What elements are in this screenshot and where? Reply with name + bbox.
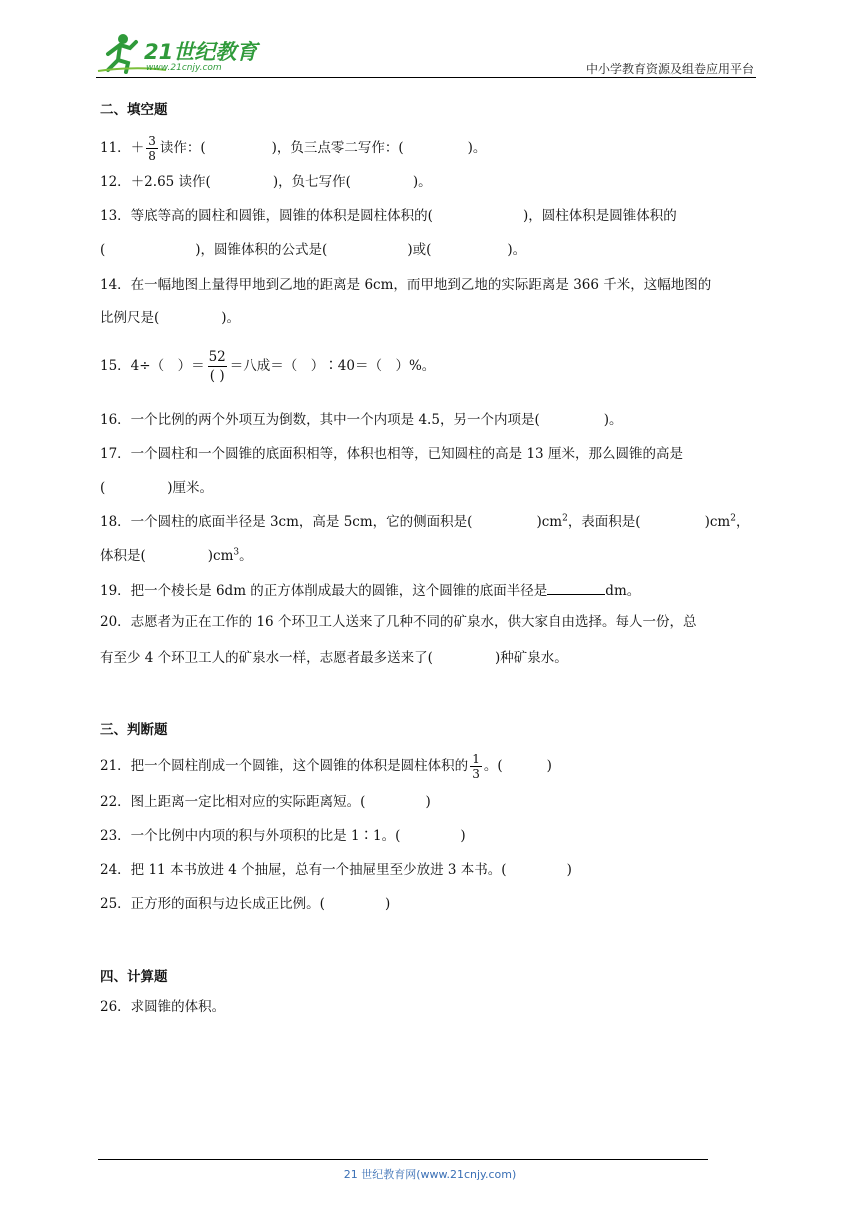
- section-title-fill-blank: 二、填空题: [100, 102, 168, 118]
- fraction-1-3: $\frac{1}{3}$: [472, 752, 480, 781]
- question-21: 21．把一个圆柱削成一个圆锥，这个圆锥的体积是圆柱体积的 $\frac{1}{3}$ 。( ): [100, 752, 552, 781]
- question-26: 26．求圆锥的体积。: [100, 999, 226, 1015]
- footer-text[interactable]: 21 世纪教育网(www.21cnjy.com): [343, 1168, 517, 1181]
- question-25: 25．正方形的面积与边长成正比例。( ): [100, 896, 391, 912]
- question-20-line-2: 有至少 4 个环卫工人的矿泉水一样，志愿者最多送来了( )种矿泉水。: [100, 650, 568, 666]
- question-17-line-1: 17．一个圆柱和一个圆锥的底面积相等，体积也相等，已知圆柱的高是 13 厘米，那么圆锥的高是: [100, 446, 683, 462]
- footer-divider: [98, 1159, 708, 1160]
- section-title-calculation: 四、计算题: [100, 969, 168, 985]
- question-14-line-2: 比例尺是( )。: [100, 310, 241, 326]
- section-title-true-false: 三、判断题: [100, 722, 168, 738]
- fraction-3-8: $\frac{3}{8}$: [148, 134, 156, 163]
- fraction-52-blank: $\frac{52}{( )}$: [208, 349, 226, 384]
- answer-underline[interactable]: [547, 580, 605, 595]
- question-13-line-1: 13．等底等高的圆柱和圆锥，圆锥的体积是圆柱体积的( )，圆柱体积是圆锥体积的: [100, 208, 677, 224]
- question-12: 12．＋2.65 读作( )，负七写作( )。: [100, 174, 432, 190]
- question-15: 15．4÷（ ）＝ $\frac{52}{( )}$ ＝八成＝（ ）∶40＝（ ）%。: [100, 349, 436, 384]
- question-19: 19．把一个棱长是 6dm 的正方体削成最大的圆锥，这个圆锥的底面半径是 dm。: [100, 580, 640, 601]
- question-20-line-1: 20．志愿者为正在工作的 16 个环卫工人送来了几种不同的矿泉水，供大家自由选择。每人一份，总: [100, 614, 697, 630]
- question-23: 23．一个比例中内项的积与外项积的比是 1∶1。( ): [100, 828, 466, 844]
- header-platform-text: 中小学教育资源及组卷应用平台: [585, 62, 754, 76]
- question-14-line-1: 14．在一幅地图上量得甲地到乙地的距离是 6cm，而甲地到乙地的实际距离是 366 千米，这幅地图的: [100, 277, 712, 293]
- question-18-line-1: 18．一个圆柱的底面半径是 3cm，高是 5cm，它的侧面积是( )$cm^2$，表面积是( )$cm^2$，: [100, 513, 750, 530]
- question-18-line-2: 体积是( )$cm^3$。: [100, 547, 253, 564]
- logo-url: www.21cnjy.com: [146, 63, 222, 73]
- question-13-line-2: ( )，圆锥体积的公式是( )或( )。: [100, 242, 527, 258]
- question-16: 16．一个比例的两个外项互为倒数，其中一个内项是 4.5，另一个内项是( )。: [100, 412, 623, 428]
- page-header: [96, 30, 756, 78]
- logo-text: 21世纪教育: [144, 40, 258, 64]
- question-24: 24．把 11 本书放进 4 个抽屉，总有一个抽屉里至少放进 3 本书。( ): [100, 862, 572, 878]
- header-divider: [96, 77, 756, 78]
- question-17-line-2: ( )厘米。: [100, 480, 214, 496]
- question-22: 22．图上距离一定比相对应的实际距离短。( ): [100, 794, 431, 810]
- question-11: 11．＋ $\frac{3}{8}$ 读作：( )，负三点零二写作：( )。: [100, 134, 487, 163]
